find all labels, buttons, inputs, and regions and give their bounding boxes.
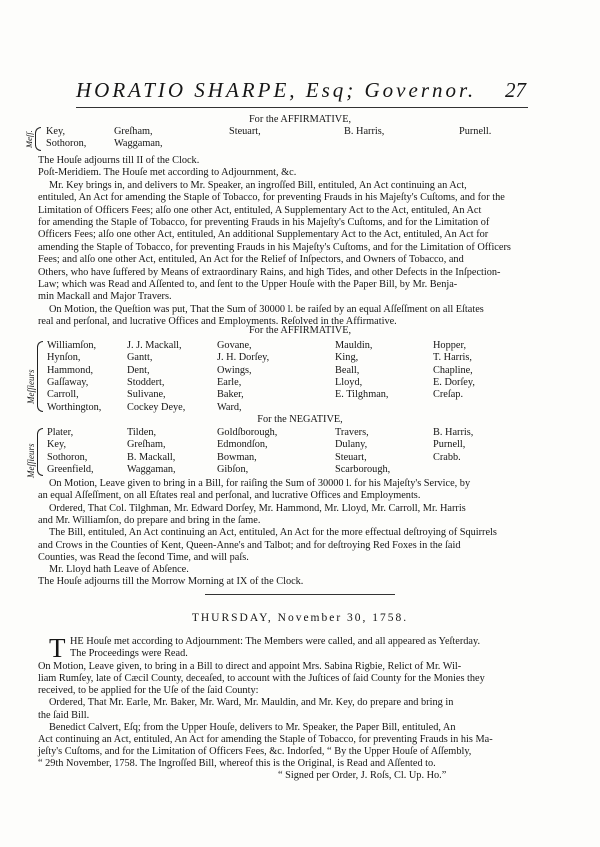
para3-line: Ordered, That Mr. Earle, Mr. Baker, Mr. Ward, Mr. Mauldin, and Mr. Key, do prepare and bring in — [49, 697, 454, 708]
vote2-brace — [37, 341, 43, 412]
vote2-member: Beall, — [335, 364, 360, 376]
vote1-member: Sothoron, — [46, 138, 87, 150]
vote3-member: Plater, — [47, 427, 74, 438]
vote1-member: B. Harris, — [344, 126, 385, 137]
vote2-heading: For the AFFIRMATIVE, — [248, 325, 352, 336]
vote1-heading: For the AFFIRMATIVE, — [248, 114, 352, 125]
para3-line: “ 29th November, 1758. The Ingroſſed Bill, whereof this is the Original, is Read and Aſſented to. — [38, 758, 436, 769]
vote1-member: Purnell. — [459, 126, 492, 137]
vote1-side-label: Meſſ. — [24, 130, 34, 148]
para1-line: Poſt-Meridiem. The Houſe met according to Adjournment, &c. — [38, 167, 297, 179]
vote2-side-label: Meſſieurs — [26, 369, 36, 404]
vote1-brace — [35, 127, 41, 151]
vote1-member: Steuart, — [229, 126, 261, 137]
para2-line: Counties, was Read the ſecond Time, and will paſs. — [38, 551, 249, 563]
para3-line: jeſty's Cuſtoms, and for the Limitation of Officers Fees, &c. Indorſed, “ By the Upper Houſe of Aſſembly, — [38, 746, 472, 757]
vote3-member: Dulany, — [335, 439, 368, 451]
para2-line: The Bill, entituled, An Act continuing an Act, entituled, An Act for the more effectual deſtroying of Squirrels — [49, 527, 497, 539]
vote2-member: Hynſon, — [47, 352, 81, 364]
vote2-member: Baker, — [217, 389, 244, 401]
vote1-table — [44, 126, 524, 152]
thursday-heading: THURSDAY, November 30, 1758. — [191, 612, 409, 624]
vote2-member: Hammond, — [47, 364, 94, 376]
vote3-member: Tilden, — [127, 427, 157, 438]
para3-line: Act continuing an Act, entituled, An Act for amending the Staple of Tobacco, for preventing Frauds in his Ma- — [38, 734, 493, 745]
para1-line: Fees; and alſo one other Act, entituled, An Act for the Relief of Inſpectors, and Owners of Tobacco, and — [38, 254, 464, 266]
para1-line: real and perſonal, and lucrative Offices and Employments. Reſolved in the Affirmative. — [38, 316, 397, 328]
vote3-member: B. Mackall, — [127, 451, 176, 463]
vote3-member: Greſham, — [127, 439, 166, 451]
vote2-member: Williamſon, — [47, 340, 97, 351]
para2-line: Mr. Lloyd hath Leave of Abſence. — [49, 564, 189, 576]
vote3-member: Goldſborough, — [217, 427, 278, 438]
vote3-member: Purnell, — [433, 439, 466, 451]
vote2-member: Owings, — [217, 364, 252, 376]
vote2-member: Carroll, — [47, 389, 79, 401]
section-rule — [205, 594, 395, 595]
para3-line: Benedict Calvert, Eſq; from the Upper Houſe, delivers to Mr. Speaker, the Paper Bill, entituled, An — [49, 722, 456, 733]
vote3-table — [45, 427, 525, 477]
vote2-member: Ward, — [217, 401, 242, 413]
vote3-member: B. Harris, — [433, 427, 474, 438]
para2-line: and Crows in the Counties of Kent, Queen-Anne's and Talbot; and for deſtroying Red Foxes in the ſaid — [38, 539, 461, 551]
vote2-member: Lloyd, — [335, 376, 363, 388]
vote3-member: Waggaman, — [127, 463, 176, 475]
vote3-heading: For the NEGATIVE, — [257, 414, 343, 425]
vote1-member: Waggaman, — [114, 138, 163, 150]
para1-line: entituled, An Act for amending the Staple of Tobacco, for preventing Frauds in his Majeſty's Cuſtoms, and for the — [38, 192, 505, 204]
para1-line: amending the Staple of Tobacco, for preventing Frauds in his Majeſty's Cuſtoms, and for the Limitation of Officers — [38, 241, 511, 253]
vote3-member: Key, — [47, 439, 67, 451]
para2-line: an equal Aſſeſſment, on all Eſtates real and perſonal, and lucrative Offices and Employments. — [38, 490, 421, 502]
vote3-brace — [37, 428, 43, 476]
vote2-member: Govane, — [217, 340, 252, 351]
vote3-member: Bowman, — [217, 451, 257, 463]
vote2-member: Mauldin, — [335, 340, 373, 351]
para1-line: min Mackall and Major Travers. — [38, 291, 172, 303]
vote2-member: Creſap. — [433, 389, 464, 401]
para3-line: The Proceedings were Read. — [70, 648, 188, 659]
para1-line: Mr. Key brings in, and delivers to Mr. Speaker, an ingroſſed Bill, entituled, An Act continuing an Act, — [49, 179, 467, 191]
vote2-member: J. H. Dorſey, — [217, 352, 270, 364]
vote2-member: Stoddert, — [127, 376, 165, 388]
vote2-member: T. Harris, — [433, 352, 472, 364]
para1-line: for amending the Staple of Tobacco, for preventing Frauds in his Majeſty's Cuſtoms, and for the Limitation of — [38, 217, 490, 228]
vote3-member: Crabb. — [433, 451, 461, 463]
vote3-member: Edmondſon, — [217, 439, 268, 451]
vote2-member: Dent, — [127, 364, 150, 376]
vote2-member: Gaſſaway, — [47, 376, 89, 388]
para3-line: HE Houſe met according to Adjournment: The Members were called, and all appeared as Yeſterday. — [70, 636, 481, 647]
para2-line: The Houſe adjourns till the Morrow Morning at IX of the Clock. — [38, 576, 304, 588]
vote2-member: E. Tilghman, — [335, 389, 389, 401]
para1-line: Others, who have ſuffered by Means of extraordinary Rains, and high Tides, and other Defects in the Inſpection- — [38, 266, 501, 278]
vote2-member: Worthington, — [47, 401, 102, 413]
para3-line: received, to be applied for the Uſe of the ſaid County: — [38, 685, 259, 696]
running-header — [76, 78, 526, 106]
vote2-table — [45, 340, 525, 414]
running-title: HORATIO SHARPE, Esq; Governor. — [76, 78, 477, 102]
vote3-member: Scarborough, — [335, 463, 391, 475]
para3-line: On Motion, Leave given, to bring in a Bill to direct and appoint Mrs. Sabina Rigbie, Relict of Mr. Wil- — [38, 661, 462, 672]
header-rule — [76, 107, 528, 108]
page-number: 27 — [505, 78, 526, 102]
vote1-member: Key, — [46, 126, 66, 137]
para1-line: On Motion, the Queſtion was put, That the Sum of 30000 l. be raiſed by an equal Aſſeſſment on all Eſtates — [49, 303, 484, 315]
vote3-member: Steuart, — [335, 451, 367, 463]
para1-line: The Houſe adjourns till II of the Clock. — [38, 155, 200, 166]
vote3-member: Gibſon, — [217, 463, 249, 475]
vote2-member: King, — [335, 352, 359, 364]
para3-line: liam Rumſey, late of Cæcil County, deceaſed, to account with the Juſtices of ſaid County for the Monies they — [38, 673, 485, 684]
vote3-member: Travers, — [335, 427, 369, 438]
para3-line: the ſaid Bill. — [38, 710, 90, 721]
para2-line: Ordered, That Col. Tilghman, Mr. Edward Dorſey, Mr. Hammond, Mr. Lloyd, Mr. Carroll, Mr. Harris — [49, 502, 466, 514]
vote2-member: J. J. Mackall, — [127, 340, 182, 351]
drop-cap: T — [49, 633, 66, 663]
para2-line: and Mr. Williamſon, do prepare and bring in the ſame. — [38, 514, 261, 526]
vote3-member: Greenfield, — [47, 463, 94, 475]
vote2-member: Gantt, — [127, 352, 153, 364]
vote1-member: Greſham, — [114, 126, 153, 137]
para1-line: Law; which was Read and Aſſented to, and ſent to the Upper Houſe with the Paper Bill, by Mr. Benja- — [38, 279, 458, 290]
para1-line: Officers Fees; alſo one other Act, entituled, An additional Supplementary Act to the Act, entituled, An Act for — [38, 229, 489, 241]
para2-line: On Motion, Leave given to bring in a Bill, for raiſing the Sum of 30000 l. for his Majeſty's Service, by — [49, 478, 471, 489]
vote2-member: Chapline, — [433, 364, 473, 376]
vote2-member: Hopper, — [433, 340, 467, 351]
vote2-member: E. Dorſey, — [433, 376, 475, 388]
vote2-member: Earle, — [217, 376, 242, 388]
vote3-side-label: Meſſieurs — [26, 443, 36, 478]
para3-line: “ Signed per Order, J. Roſs, Cl. Up. Ho.” — [278, 770, 447, 781]
vote3-member: Sothoron, — [47, 451, 88, 463]
vote2-member: Cockey Deye, — [127, 401, 186, 413]
vote2-member: Sulivane, — [127, 389, 166, 401]
para1-line: Limitation of Officers Fees; alſo one other Act, entituled, A Supplementary Act to the Act, entituled, An Act — [38, 204, 482, 216]
